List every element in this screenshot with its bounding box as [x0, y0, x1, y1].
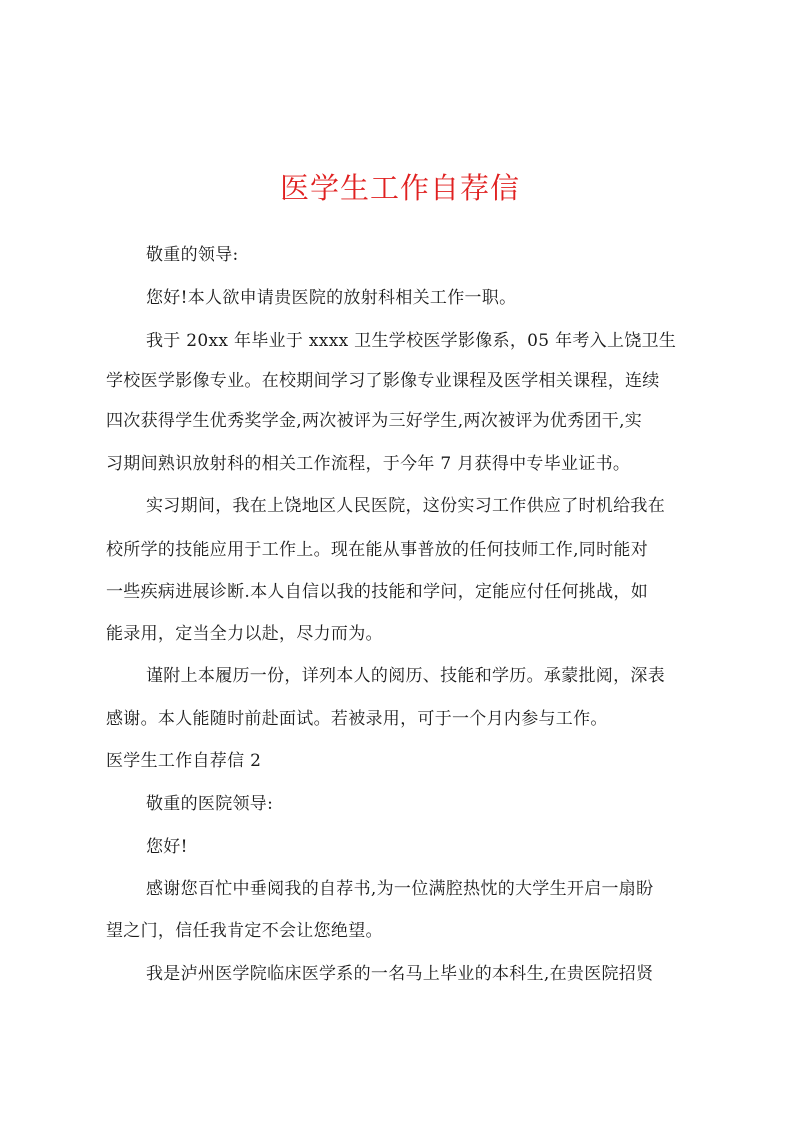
paragraph-line: 一些疾病进展诊断.本人自信以我的技能和学问，定能应付任何挑战，如 — [106, 582, 649, 602]
paragraph-line: 我是泸州医学院临床医学系的一名马上毕业的本科生,在贵医院招贤 — [146, 964, 654, 984]
paragraph-line: 实习期间，我在上饶地区人民医院，这份实习工作供应了时机给我在 — [146, 496, 665, 516]
paragraph-line: 学校医学影像专业。在校期间学习了影像专业课程及医学相关课程，连续 — [106, 371, 660, 391]
paragraph-line: 感谢。本人能随时前赴面试。若被录用，可于一个月内参与工作。 — [106, 709, 608, 729]
section-heading: 医学生工作自荐信 2 — [106, 751, 262, 771]
paragraph-line: 我于 20xx 年毕业于 xxxx 卫生学校医学影像系，05 年考入上饶卫生 — [146, 331, 677, 351]
salutation: 敬重的领导: — [146, 245, 239, 265]
page-title: 医学生工作自荐信 — [279, 171, 520, 205]
paragraph-line: 望之门，信任我肯定不会让您绝望。 — [106, 921, 383, 941]
paragraph-line: 习期间熟识放射科的相关工作流程，于今年 7 月获得中专毕业证书。 — [106, 454, 631, 474]
paragraph-line: 四次获得学生优秀奖学金,两次被评为三好学生,两次被评为优秀团干,实 — [106, 411, 643, 431]
paragraph-line: 感谢您百忙中垂阅我的自荐书,为一位满腔热忱的大学生开启一扇盼 — [146, 879, 654, 899]
salutation: 敬重的医院领导: — [146, 794, 274, 814]
paragraph-line: 校所学的技能应用于工作上。现在能从事普放的任何技师工作,同时能对 — [106, 540, 649, 560]
greeting-line: 您好! — [146, 837, 188, 857]
paragraph-line: 能录用，定当全力以赴，尽力而为。 — [106, 624, 383, 644]
greeting-line: 您好!本人欲申请贵医院的放射科相关工作一职。 — [146, 288, 517, 308]
paragraph-line: 谨附上本履历一份，详列本人的阅历、技能和学历。承蒙批阅，深表 — [146, 666, 665, 686]
